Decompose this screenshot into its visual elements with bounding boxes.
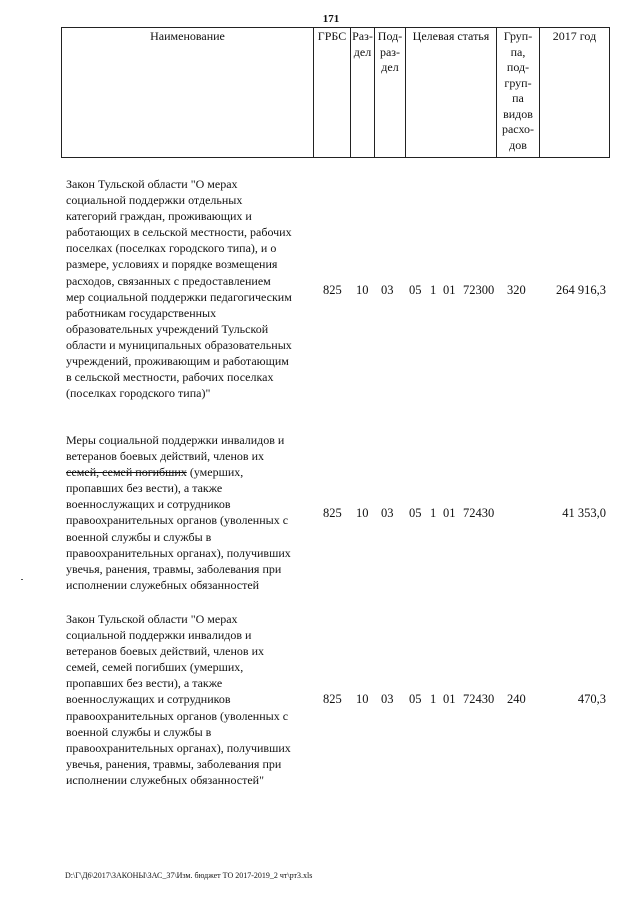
row-target-subprogram: 1	[430, 692, 437, 706]
row-target-program: 05	[409, 506, 422, 520]
row-description-struck: семей, семей погибших	[66, 465, 187, 480]
row-description: Закон Тульской области "О мерах социальной поддержки отдельных категорий граждан, проживающих и работающих в сельской местности, рабочих поселках (поселках городского типа), и о размере, условиях и порядке возмещения расходов, связанных с предоставлением мер социальной поддержки педагогическим работникам государственных образовательных учреждений Тульской области и муниципальных образовательных учреждений, проживающим и работающим в сельской местности, рабочих поселках (поселках городского типа)"	[66, 177, 292, 401]
file-path-footer: D:\Г\Д6\2017\ЗАКОНЫ\ЗАС_37\Изм. бюджет ТО 2017-2019_2 чт\рт3.xls	[65, 871, 313, 880]
row-target-subprogram: 1	[430, 506, 437, 520]
row-razdel: 10	[356, 692, 369, 706]
header-razdel: Раз- дел	[351, 28, 375, 157]
row-target-program: 05	[409, 283, 422, 297]
header-name: Наименование	[62, 28, 314, 157]
header-grbs: ГРБС	[314, 28, 351, 157]
row-description: Закон Тульской области "О мерах социальной поддержки инвалидов и ветеранов боевых действий, членов их семей, семей погибших (умерших, пропавших без вести), а также военнослужащих и сотрудников правоохранительных органов (уволенных с военной службы и службы в правоохранительных органах), получивших увечья, ранения, травмы, заболевания при исполнении служебных обязанностей"	[66, 612, 291, 787]
row-amount: 470,3	[577, 692, 606, 706]
header-target-article: Целевая статья	[406, 28, 497, 157]
row-target-event: 01	[443, 692, 456, 706]
row-amount: 41 353,0	[562, 506, 606, 520]
row-podrazdel: 03	[381, 506, 394, 520]
row-expense-type: 240	[507, 692, 526, 706]
row-grbs: 825	[323, 283, 342, 297]
row-target-event: 01	[443, 506, 456, 520]
row-target-subprogram: 1	[430, 283, 437, 297]
row-razdel: 10	[356, 506, 369, 520]
row-target-direction: 72430	[463, 506, 495, 520]
header-podrazdel: Под- раз- дел	[375, 28, 406, 157]
row-target-event: 01	[443, 283, 456, 297]
row-description-part: (умерших, пропавших без вести), а также военнослужащих и сотрудников правоохранительных органов (уволенных с военной службы и службы в правоохранительных органах), получивших увечья, ранения, травмы, заболевания при исполнении служебных обязанностей	[66, 465, 291, 592]
row-target-direction: 72300	[463, 283, 495, 297]
scan-speck	[21, 579, 23, 580]
row-description-part: Меры социальной поддержки инвалидов и ветеранов боевых действий, членов их	[66, 433, 285, 464]
header-expense-group: Груп- па, под- груп- па видов расхо- дов	[497, 28, 540, 157]
row-expense-type: 320	[507, 283, 526, 297]
row-target-program: 05	[409, 692, 422, 706]
table-header	[61, 27, 610, 158]
row-target-direction: 72430	[463, 692, 495, 706]
row-grbs: 825	[323, 692, 342, 706]
row-description	[66, 432, 316, 593]
row-grbs: 825	[323, 506, 342, 520]
row-razdel: 10	[356, 283, 369, 297]
row-podrazdel: 03	[381, 692, 394, 706]
row-podrazdel: 03	[381, 283, 394, 297]
page-number: 171	[322, 13, 340, 25]
row-amount: 264 916,3	[556, 283, 606, 297]
header-year-2017: 2017 год	[552, 29, 597, 43]
